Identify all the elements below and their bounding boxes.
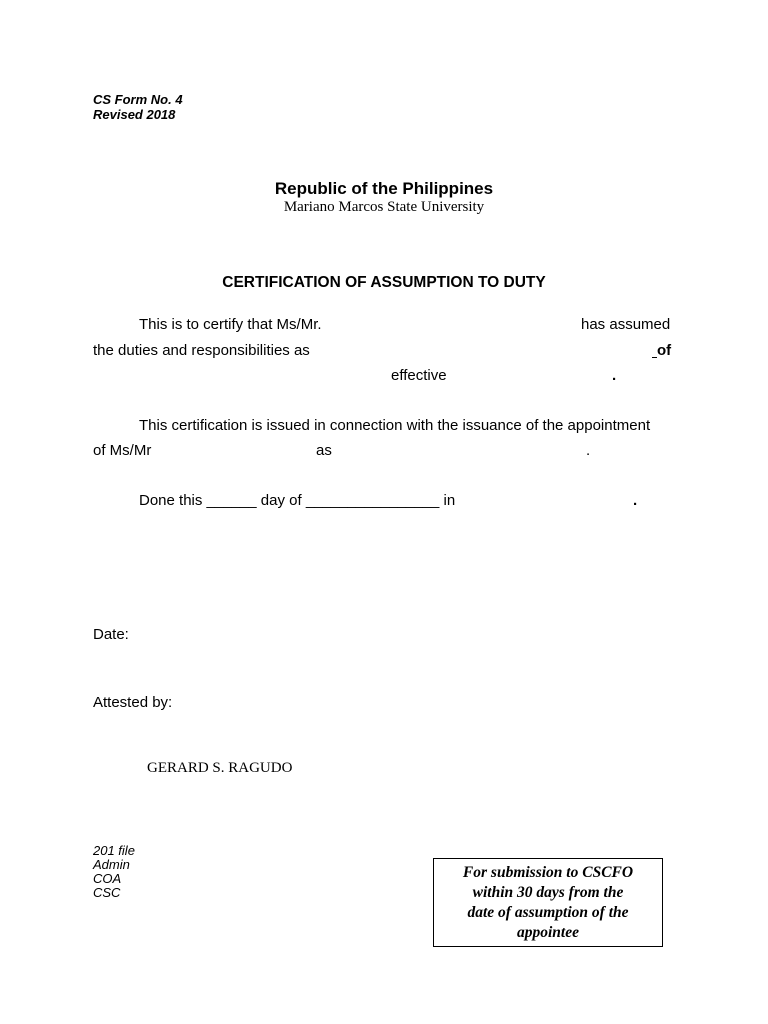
notice-line: date of assumption of the [467, 904, 629, 921]
of-ms-mr-text: of Ms/Mr [93, 442, 152, 459]
agency-name: Mariano Marcos State University [283, 199, 485, 215]
effective-text: effective [391, 367, 447, 384]
submission-notice [433, 863, 663, 943]
attested-by-label: Attested by: [93, 694, 173, 711]
notice-line: appointee [517, 924, 579, 941]
month-blank: ________________ [305, 492, 440, 509]
form-number: CS Form No. 4 [93, 92, 183, 107]
day-blank: ______ [206, 492, 257, 509]
distribution-item: Admin [93, 857, 130, 872]
effective-period: . [612, 367, 617, 384]
done-period: . [633, 492, 638, 509]
notice-line: within 30 days from the [472, 884, 624, 901]
done-this-text: Done this [139, 492, 203, 509]
of-text: of [657, 342, 672, 359]
day-of-text: day of [260, 492, 302, 509]
issuance-text: This certification is issued in connection with the issuance of the appointment [139, 417, 651, 434]
appointment-period: . [586, 442, 591, 459]
distribution-item: CSC [93, 885, 121, 900]
has-assumed-text: has assumed [581, 316, 671, 333]
form-number-block [93, 92, 183, 122]
certify-text: This is to certify that Ms/Mr. [139, 316, 322, 333]
signatory-name: GERARD S. RAGUDO [147, 760, 293, 776]
distribution-item: COA [93, 871, 122, 886]
republic-heading: Republic of the Philippines [274, 179, 494, 198]
distribution-list [93, 844, 135, 900]
done-line [139, 492, 455, 510]
distribution-item: 201 file [93, 843, 135, 858]
notice-line: For submission to CSCFO [462, 864, 634, 881]
as-text: as [316, 442, 332, 459]
form-revision: Revised 2018 [93, 107, 176, 122]
date-label: Date: [93, 626, 129, 643]
document-title: CERTIFICATION OF ASSUMPTION TO DUTY [222, 274, 546, 291]
duties-text: the duties and responsibilities as [93, 342, 310, 359]
in-text: in [443, 492, 456, 509]
